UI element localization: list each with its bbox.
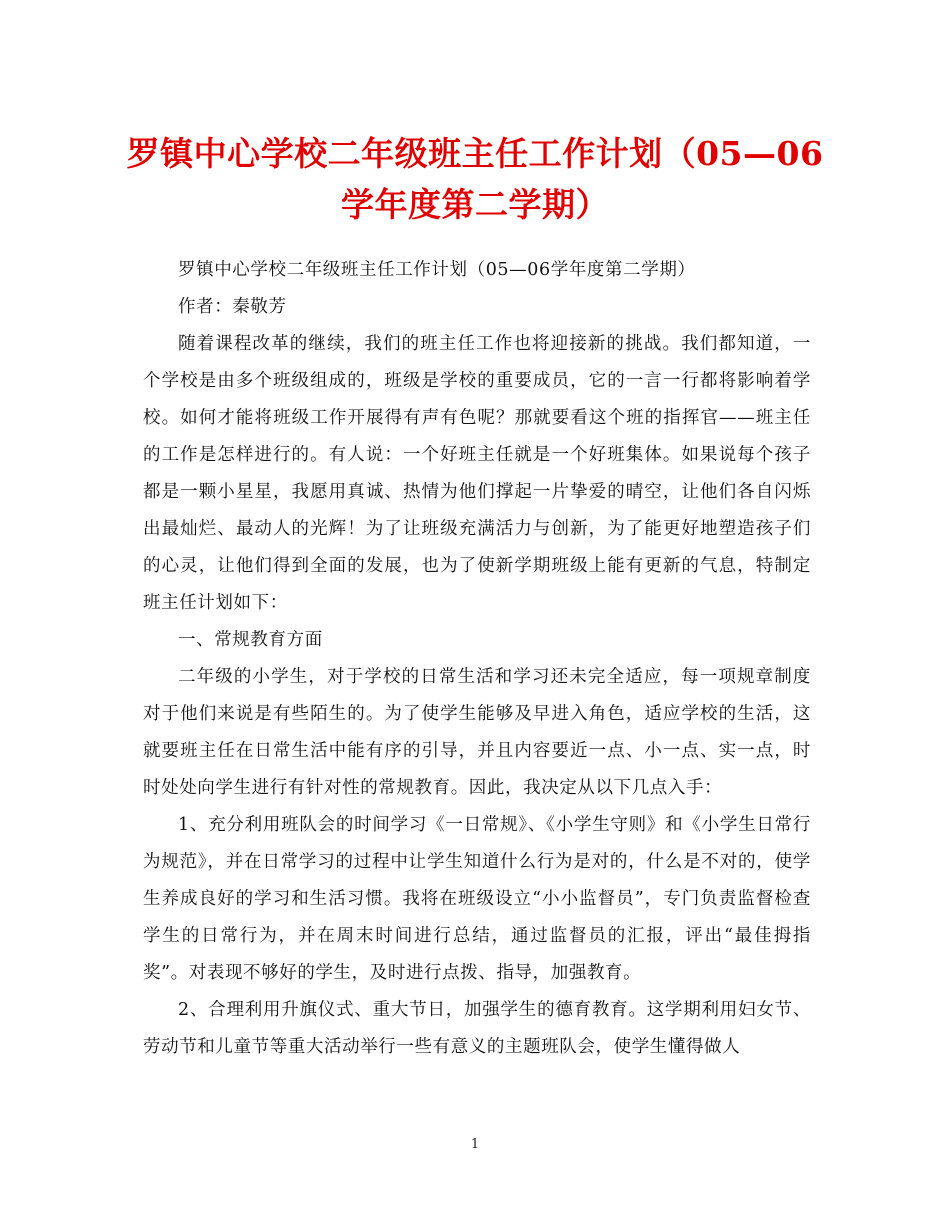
page-number: 1	[470, 1137, 480, 1152]
section-heading-routine: 一、常规教育方面	[178, 630, 323, 650]
paragraph-subtitle: 罗镇中心学校二年级班主任工作计划（05—06学年度第二学期）	[178, 260, 696, 280]
paragraph-item-1: 1、充分利用班队会的时间学习《一日常规》、《小学生守则》和《小学生日常行为规范》，并在日常学习的过程中让学生知道什么行为是对的，什么是不对的，使学生养成良好的学习和生活习惯。我将在班级设立“小小监督员”，专门负责监督检查学生的日常行为，并在周末时间进行总结，通过监督员的汇报，评出“最佳拇指奖”。对表现不够好的学生，及时进行点拨、指导，加强教育。	[143, 815, 811, 983]
document-title: 罗镇中心学校二年级班主任工作计划（05—06学年度第二学期）	[126, 134, 824, 224]
paragraph-routine: 二年级的小学生，对于学校的日常生活和学习还未完全适应，每一项规章制度对于他们来说是有些陌生的。为了使学生能够及早进入角色，适应学校的生活，这就要班主任在日常生活中能有序的引导，并且内容要近一点、小一点、实一点，时时处处向学生进行有针对性的常规教育。因此，我决定从以下几点入手：	[143, 667, 811, 798]
document-body	[143, 252, 811, 1066]
paragraph-intro: 随着课程改革的继续，我们的班主任工作也将迎接新的挑战。我们都知道，一个学校是由多个班级组成的，班级是学校的重要成员，它的一言一行都将影响着学校。如何才能将班级工作开展得有声有色呢？那就要看这个班的指挥官——班主任的工作是怎样进行的。有人说：一个好班主任就是一个好班集体。如果说每个孩子都是一颗小星星，我愿用真诚、热情为他们撑起一片挚爱的晴空，让他们各自闪烁出最灿烂、最动人的光辉！为了让班级充满活力与创新，为了能更好地塑造孩子们的心灵，让他们得到全面的发展，也为了使新学期班级上能有更新的气息，特制定班主任计划如下：	[143, 334, 811, 613]
paragraph-item-2: 2、合理利用升旗仪式、重大节日，加强学生的德育教育。这学期利用妇女节、劳动节和儿童节等重大活动举行一些有意义的主题班队会，使学生懂得做人	[143, 1000, 811, 1057]
paragraph-author: 作者：秦敬芳	[178, 297, 287, 317]
